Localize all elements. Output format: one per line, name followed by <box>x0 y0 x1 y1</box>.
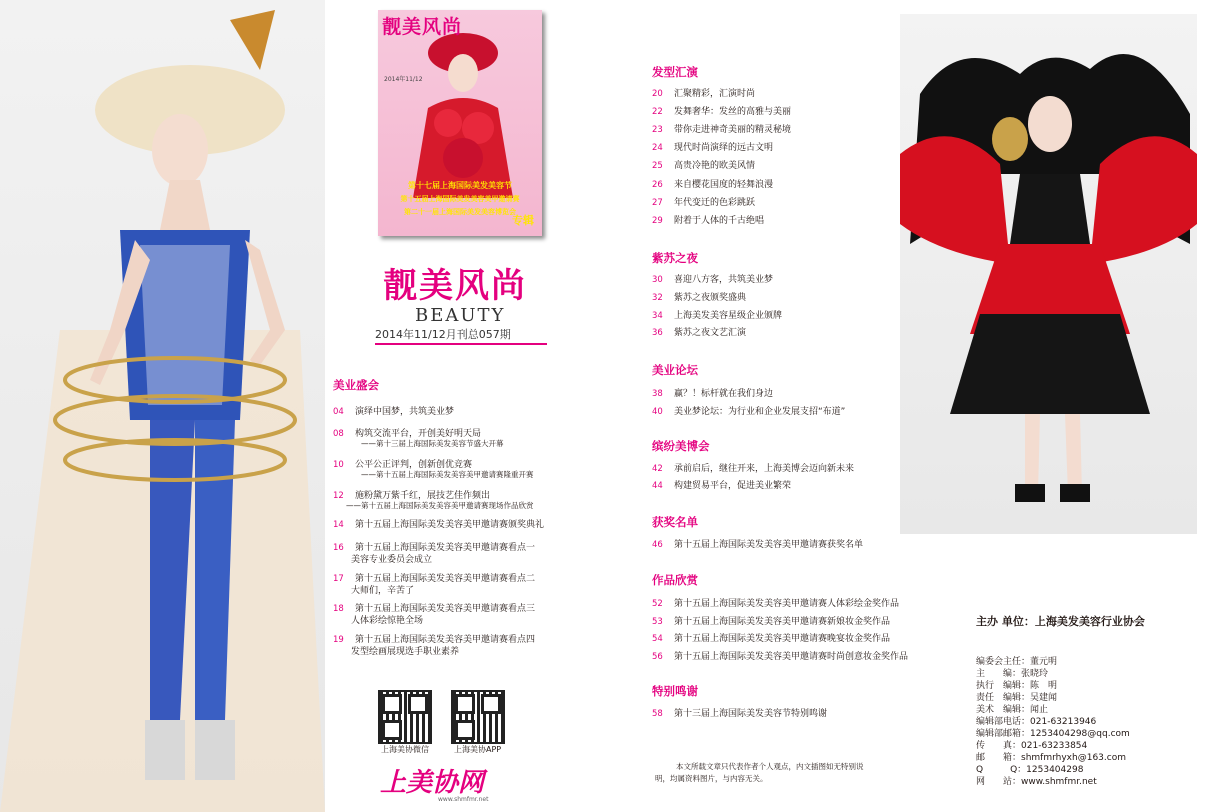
credit-row: 美术 编辑：闻止 <box>976 705 1049 715</box>
wechat-qr-code[interactable] <box>378 690 432 744</box>
toc-item[interactable]: 14 第十五届上海国际美发美容美甲邀请赛颁奖典礼 <box>333 520 545 530</box>
toc-item[interactable]: 10 公平公正评判，创新创优竞赛 <box>333 460 473 470</box>
toc-item[interactable]: 08 构筑交流平台，开创美好明天局 <box>333 429 482 439</box>
toc-item-subtitle: 发型绘画展现选手职业素养 <box>351 647 460 657</box>
toc-item-subtitle: ——第十五届上海国际美发美容美甲邀请赛现场作品欣赏 <box>346 501 534 510</box>
cover-title: 靓美风尚 <box>382 16 463 38</box>
cover-special-badge: 专辑 <box>512 214 534 227</box>
disclaimer-line-1: 本文所载文章只代表作者个人观点，内文插图如无特别说 <box>676 762 864 771</box>
credit-row: 编辑部邮箱：1253404298@qq.com <box>976 729 1130 739</box>
masthead-title: 靓美风尚 <box>383 266 527 306</box>
credit-row: Q Q：1253404298 <box>976 765 1084 775</box>
toc-item[interactable]: 58 第十三届上海国际美发美容节特别鸣谢 <box>652 709 828 719</box>
section-title-zisu-zhiye: 紫苏之夜 <box>652 251 698 265</box>
right-model-photo <box>900 14 1197 534</box>
toc-item[interactable]: 20 汇聚精彩，汇演时尚 <box>652 89 756 99</box>
toc-item[interactable]: 23 带你走进神奇美丽的精灵秘境 <box>652 125 792 135</box>
toc-item-subtitle: ——第十三届上海国际美发美容节盛大开幕 <box>361 439 504 448</box>
section-title-faxing-huiyan: 发型汇演 <box>652 65 698 79</box>
toc-item[interactable]: 22 发舞奢华：发丝的高雅与美丽 <box>652 107 792 117</box>
wechat-qr-label: 上海美协微信 <box>381 745 429 754</box>
cover-model-illustration <box>408 28 518 198</box>
toc-item-subtitle: ——第十五届上海国际美发美容美甲邀请赛隆重开赛 <box>361 470 534 479</box>
toc-item[interactable]: 29 附着于人体的千古绝唱 <box>652 216 765 226</box>
body-painted-model-illustration <box>0 0 325 812</box>
toc-item[interactable]: 52 第十五届上海国际美发美容美甲邀请赛人体彩绘金奖作品 <box>652 599 900 609</box>
toc-item[interactable]: 18 第十五届上海国际美发美容美甲邀请赛看点三 <box>333 604 536 614</box>
toc-item-subtitle: 大师们，辛苦了 <box>351 586 415 596</box>
app-qr-code[interactable] <box>451 690 505 744</box>
credit-row: 执行 编辑：陈 明 <box>976 681 1058 691</box>
cover-issue: 2014年11/12 <box>384 76 423 83</box>
masthead-divider <box>375 343 547 345</box>
toc-item[interactable]: 30 喜迎八方客，共筑美业梦 <box>652 275 774 285</box>
section-title-zuopin-xinshang: 作品欣赏 <box>652 573 698 587</box>
toc-item[interactable]: 26 来自樱花国度的轻舞浪漫 <box>652 180 774 190</box>
toc-item[interactable]: 44 构建贸易平台，促进美业繁荣 <box>652 481 792 491</box>
toc-item[interactable]: 56 第十五届上海国际美发美容美甲邀请赛时尚创意妆金奖作品 <box>652 652 909 662</box>
cover-headline-1: 第十七届上海国际美发美容节 <box>408 181 512 190</box>
cover-headline-2: 第十五届上海国际美发美容美甲邀请赛 <box>400 195 520 203</box>
toc-item[interactable]: 17 第十五届上海国际美发美容美甲邀请赛看点二 <box>333 574 536 584</box>
toc-item[interactable]: 42 承前启后，继往开来，上海美博会迈向新未来 <box>652 464 855 474</box>
toc-item[interactable]: 53 第十五届上海国际美发美容美甲邀请赛新娘妆金奖作品 <box>652 617 891 627</box>
toc-item[interactable]: 12 施粉黛万紫千红，展技艺佳作频出 <box>333 491 491 501</box>
credit-row: 编委会主任：董元明 <box>976 657 1058 667</box>
issue-info: 2014年11/12月刊总057期 <box>375 328 511 341</box>
section-title-tebie-mingxie: 特别鸣谢 <box>652 684 698 698</box>
section-title-huojiang-mingdan: 获奖名单 <box>652 515 698 529</box>
toc-item[interactable]: 36 紫苏之夜文艺汇演 <box>652 328 747 338</box>
toc-item[interactable]: 38 赢？！标杆就在我们身边 <box>652 389 774 399</box>
toc-item[interactable]: 25 高贵冷艳的欧美风情 <box>652 161 756 171</box>
masthead-english-title: BEAUTY <box>415 305 506 326</box>
credit-row: 主 编：张晓玲 <box>976 669 1049 679</box>
disclaimer-line-2: 明，均属资料图片，与内容无关。 <box>655 774 768 783</box>
credit-row: 传 真：021-63233854 <box>976 741 1088 751</box>
magazine-cover <box>378 10 542 236</box>
section-title-binfen-meibohui: 缤纷美博会 <box>652 439 710 453</box>
left-model-photo <box>0 0 325 812</box>
section-title-meiye-shenghui: 美业盛会 <box>333 378 379 392</box>
toc-item-subtitle: 美容专业委员会成立 <box>351 555 433 565</box>
organizer: 主办 单位：上海美发美容行业协会 <box>976 615 1145 628</box>
toc-item[interactable]: 54 第十五届上海国际美发美容美甲邀请赛晚宴妆金奖作品 <box>652 634 891 644</box>
toc-item[interactable]: 04 演绎中国梦，共筑美业梦 <box>333 407 455 417</box>
credit-row: 邮 箱：shmfmrhyxh@163.com <box>976 753 1126 763</box>
toc-item[interactable]: 24 现代时尚演绎的远古文明 <box>652 143 774 153</box>
logo-website: www.shmfmr.net <box>438 796 489 803</box>
shmfmr-logo[interactable]: 上美协网 <box>380 768 485 798</box>
toc-item[interactable]: 34 上海美发美容星级企业颁牌 <box>652 311 783 321</box>
cover-headline-3: 第二十一届上海国际美发美容博览会 <box>404 208 516 216</box>
toc-item[interactable]: 46 第十五届上海国际美发美容美甲邀请赛获奖名单 <box>652 540 864 550</box>
toc-item-subtitle: 人体彩绘惊艳全场 <box>351 616 424 626</box>
toc-item[interactable]: 27 年代变迁的色彩跳跃 <box>652 198 756 208</box>
toc-item[interactable]: 40 美业梦论坛：为行业和企业发展支招“布道” <box>652 407 846 417</box>
app-qr-label: 上海美协APP <box>454 745 502 754</box>
toc-item[interactable]: 19 第十五届上海国际美发美容美甲邀请赛看点四 <box>333 635 536 645</box>
credit-row: 编辑部电话：021-63213946 <box>976 717 1097 727</box>
toc-item[interactable]: 16 第十五届上海国际美发美容美甲邀请赛看点一 <box>333 543 536 553</box>
feather-costume-model-illustration <box>900 14 1197 534</box>
toc-item[interactable]: 32 紫苏之夜颁奖盛典 <box>652 293 747 303</box>
section-title-meiye-luntan: 美业论坛 <box>652 363 698 377</box>
credit-row: 责任 编辑：吴建闻 <box>976 693 1058 703</box>
credit-row[interactable]: 网 站：www.shmfmr.net <box>976 777 1097 787</box>
